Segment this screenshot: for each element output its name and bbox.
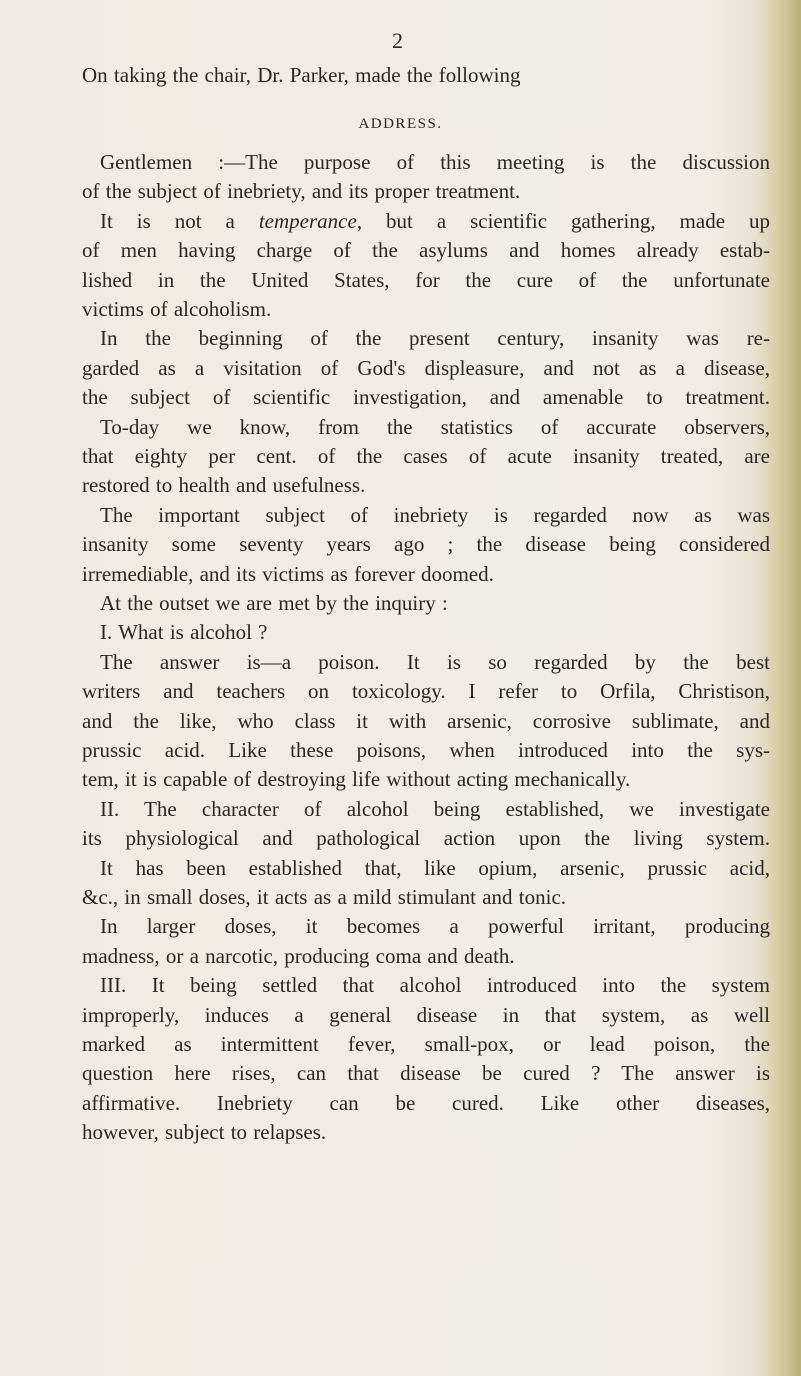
text-line: its physiological and pathological action upon the living system. — [82, 826, 770, 851]
text-line: At the outset we are met by the inquiry : — [100, 591, 448, 615]
text-line: irremediable, and its victims as forever doomed. — [82, 561, 494, 586]
text-line: the subject of scientific investigation, and amenable to treatment. — [82, 385, 770, 410]
text-line: It has been established that, like opium, arsenic, prussic acid, — [100, 855, 770, 880]
text-line: garded as a visitation of God's displeasure, and not as a disease, — [82, 355, 770, 380]
text-line: lished in the United States, for the cure of the unfortunate — [82, 267, 770, 292]
italic-word: temperance — [258, 208, 357, 233]
text-line: question here rises, can that disease be cured ? The answer is — [82, 1061, 770, 1086]
text-line: of the subject of inebriety, and its proper treatment. — [82, 179, 521, 204]
text-line: restored to health and usefulness. — [82, 473, 366, 498]
text-fragment: , but a scientific gathering, made up — [356, 208, 770, 233]
text-line: &c., in small doses, it acts as a mild stimulant and tonic. — [82, 885, 567, 909]
text-fragment: It is not a — [100, 208, 259, 233]
text-line: that eighty per cent. of the cases of acute insanity treated, are — [82, 444, 770, 468]
text-line: I. What is alcohol ? — [100, 620, 268, 645]
text-line: marked as intermittent fever, small-pox, or lead poison, the — [82, 1032, 770, 1056]
page-number: 2 — [392, 28, 403, 53]
intro-line: On taking the chair, Dr. Parker, made the following — [82, 63, 521, 87]
text-line: however, subject to relapses. — [82, 1120, 327, 1145]
text-line — [100, 208, 770, 234]
text-line: insanity some seventy years ago ; the disease being considered — [82, 532, 770, 557]
text-line: Gentlemen :—The purpose of this meeting is the discussion — [100, 150, 770, 174]
text-line: writers and teachers on toxicology. I refer to Orfila, Christison, — [82, 679, 770, 704]
text-line: and the like, who class it with arsenic, corrosive sublimate, and — [82, 708, 770, 733]
text-line: tem, it is capable of destroying life without acting mechanically. — [82, 767, 631, 792]
text-line: affirmative. Inebriety can be cured. Like other diseases, — [82, 1090, 770, 1115]
text-line: of men having charge of the asylums and homes already estab- — [82, 238, 770, 263]
text-line: improperly, induces a general disease in that system, as well — [82, 1002, 770, 1027]
text-line: To-day we know, from the statistics of accurate observers, — [100, 414, 770, 439]
text-line: The important subject of inebriety is regarded now as was — [100, 502, 770, 527]
text-line: In larger doses, it becomes a powerful irritant, producing — [100, 914, 770, 939]
section-heading: ADDRESS. — [358, 116, 443, 132]
text-line: In the beginning of the present century, insanity was re- — [100, 326, 770, 351]
text-line: prussic acid. Like these poisons, when introduced into the sys- — [82, 738, 770, 762]
text-line: victims of alcoholism. — [82, 297, 272, 321]
text-line: III. It being settled that alcohol introduced into the system — [100, 973, 770, 998]
text-line: The answer is—a poison. It is so regarded by the best — [100, 649, 770, 674]
text-line: madness, or a narcotic, producing coma and death. — [82, 943, 515, 968]
text-line: II. The character of alcohol being established, we investigate — [100, 796, 770, 821]
